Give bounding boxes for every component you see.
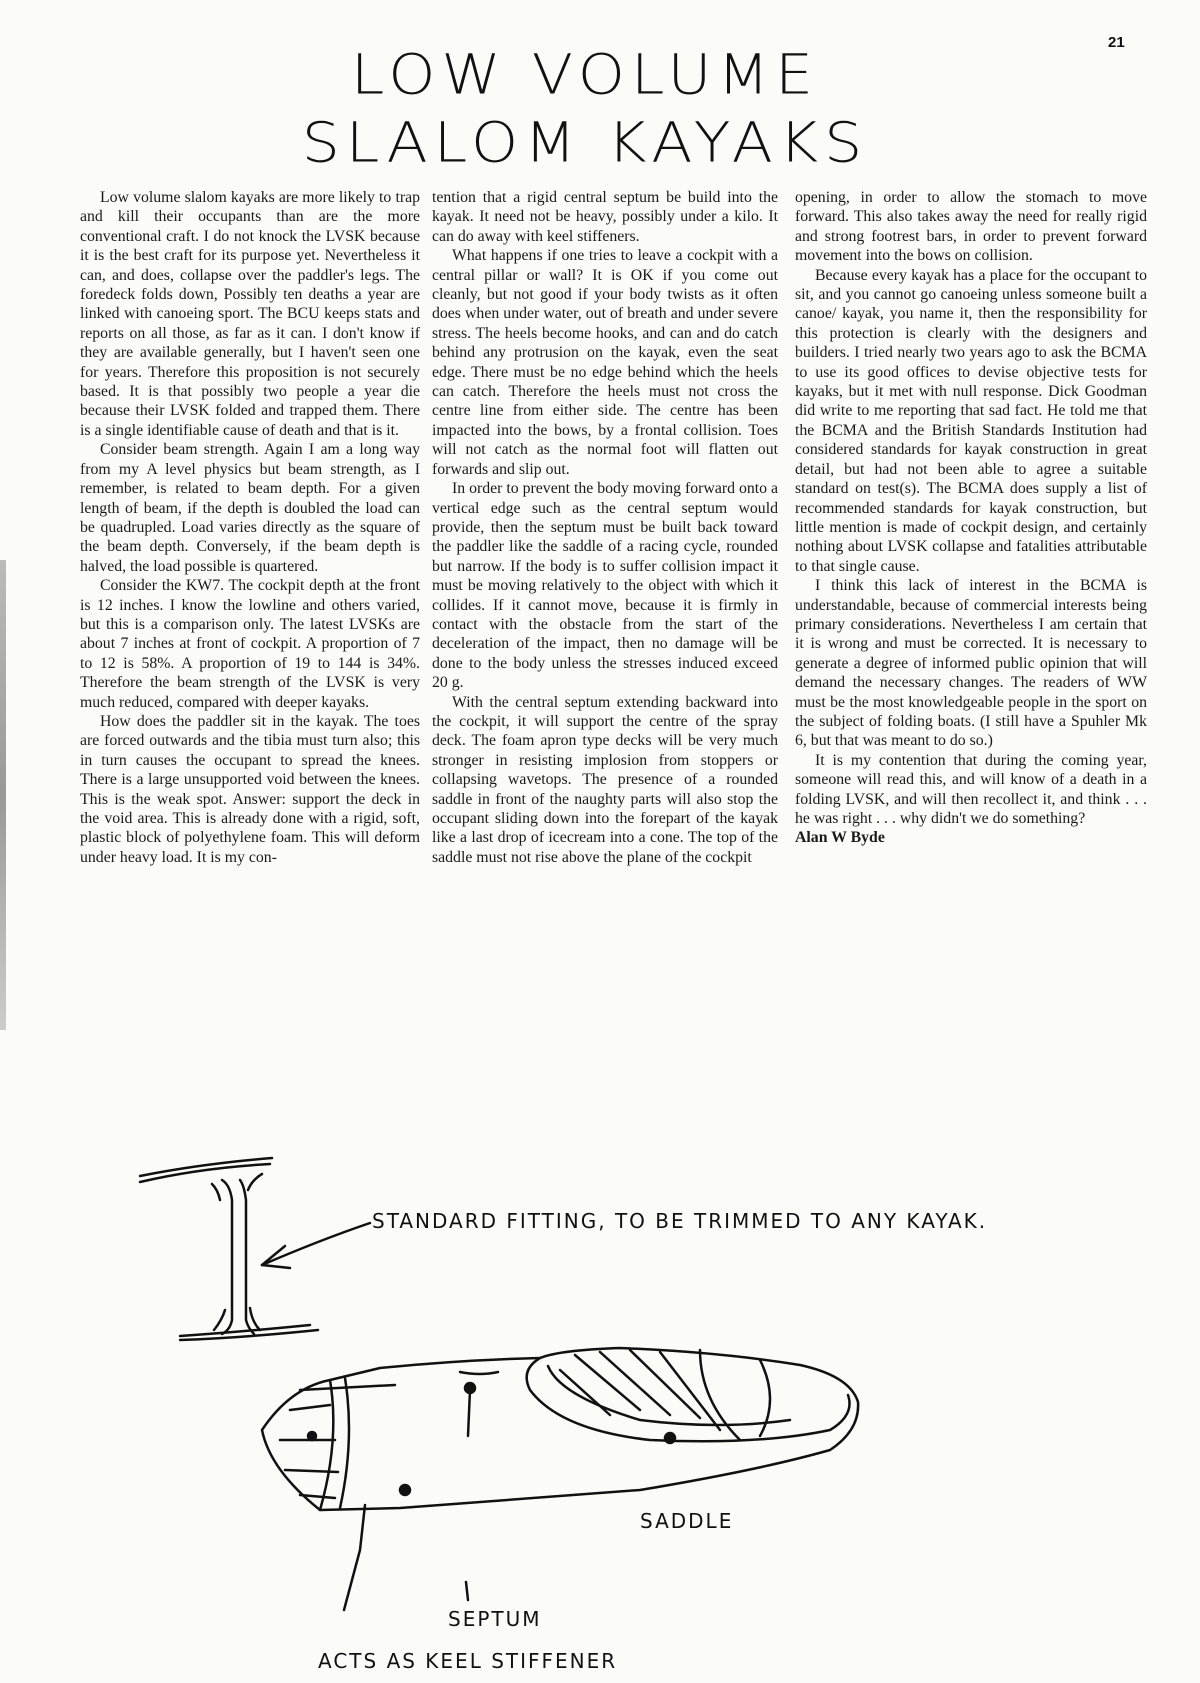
text-column-3	[795, 188, 1147, 848]
keel-leader-line	[344, 1505, 365, 1610]
text-column-2	[432, 188, 778, 867]
paragraph: opening, in order to allow the stomach to move forward. This also takes away the need for really rigid and strong footrest bars, in order to prevent forward movement into the bows on collision.	[795, 189, 1147, 265]
scan-edge-shadow	[0, 560, 6, 1030]
paragraph: It is my contention that during the coming year, someone will read this, and will know of a death in a folding LVSK, and will then recollect it, and think . . . he was right . . . why didn't we do something?	[795, 751, 1147, 827]
text-column-1	[80, 188, 420, 867]
hand-drawn-sketch	[0, 1140, 1200, 1678]
paragraph: Because every kayak has a place for the occupant to sit, and you cannot go canoeing unless someone built a canoe/ kayak, you name it, then the responsibility for this protection is clearly with the designers and builders. I tried nearly two years ago to ask the BCMA to use its good offices to devise objective tests for kayaks, but it met with null response. Dick Goodman did write to me reporting that sad fact. He told me that the BCMA and the British Standards Institution had considered standards for kayak construction in great detail, but had not been able to agree a suitable standard on test(s). The BCMA does supply a list of recommended standards for kayak construction, but little mention is made of cockpit design, and certainly nothing about LVSK collapse and fatalities attributable to that single cause.	[795, 266, 1147, 575]
title-line-2: SLALOM KAYAKS	[301, 110, 869, 176]
page-number: 21	[1108, 34, 1125, 51]
paragraph: tention that a rigid central septum be build into the kayak. It need not be heavy, possibly under a kilo. It can do away with keel stiffeners.	[432, 189, 778, 245]
septum-label: SEPTUM	[448, 1607, 542, 1631]
article-title	[240, 42, 930, 176]
fitting-arrow	[262, 1223, 370, 1268]
author-byline: Alan W Byde	[795, 829, 885, 847]
saddle-label: SADDLE	[640, 1509, 734, 1533]
paragraph: Consider the KW7. The cockpit depth at the front is 12 inches. I know the lowline and others varied, but this is a comparison only. The latest LVSKs are about 7 inches at front of cockpit. A proportion of 7 to 12 is 58%. A proportion of 19 to 144 is 34%. Therefore the beam strength of the LVSK is very much reduced, compared with deeper kayaks.	[80, 577, 420, 711]
paragraph: Low volume slalom kayaks are more likely to trap and kill their occupants than are the more conventional craft. I do not knock the LVSK because it is the best craft for its purpose yet. Nevertheless it can, and does, collapse over the paddler's legs. The foredeck folds down, Possibly ten deaths a year are linked with canoeing sport. The BCU keeps stats and reports on all those, as far as it can. I don't know if they are available generally, but I haven't seen one for years. Therefore this proposition is not securely based. It is that possibly two people a year die because their LVSK folded and trapped them. There is a single identifiable cause of death and that is it.	[80, 189, 420, 439]
paragraph: What happens if one tries to leave a cockpit with a central pillar or wall? It is OK if you come out cleanly, but not good if your body twists as it often does when under water, out of breath and under severe stress. The heels become hooks, and can and do catch behind any protrusion on the kayak, even the seat edge. There must be no edge behind which the heels can catch. Therefore the heels must not cross the centre line from either side. The centre has been impacted into the bows, by a frontal collision. Toes will not catch as the normal foot will flatten out forwards and slip out.	[432, 247, 778, 478]
paragraph: In order to prevent the body moving forward onto a vertical edge such as the central septum would provide, then the septum must be built back toward the paddler like the saddle of a racing cycle, rounded but narrow. If the body is to suffer collision impact it must be moving relatively to the object with which it collides. If it cannot move, because it is firmly in contact with the obstacle from the start of the deceleration of the impact, then no damage will be done to the body unless the stresses induced exceed 20 g.	[432, 480, 778, 692]
paragraph: I think this lack of interest in the BCMA is understandable, because of commercial interests being primary considerations. Nevertheless I am certain that it is wrong and must be corrected. It is necessary to generate a degree of informed public opinion that will demand the necessary changes. The readers of WW must be the most knowledgeable people in the sport on the subject of folding boats. (I still have a Spuhler Mk 6, but that was meant to do so.)	[795, 577, 1147, 750]
fitting-label: STANDARD FITTING, TO BE TRIMMED TO ANY KAYAK.	[372, 1209, 988, 1233]
sketch-drawing	[0, 1140, 1200, 1678]
septum-fitting-drawing	[140, 1158, 318, 1340]
paragraph: With the central septum extending backward into the cockpit, it will support the centre of the spray deck. The foam apron type decks will be very much stronger in resisting implosion from stoppers or collapsing wavetops. The presence of a rounded saddle in front of the naughty parts will also stop the occupant sliding down into the forepart of the kayak like a last drop of icecream into a cone. The top of the saddle must not rise above the plane of the cockpit	[432, 693, 778, 866]
title-line-1: LOW VOLUME	[350, 42, 820, 108]
keel-stiffener-label: ACTS AS KEEL STIFFENER	[318, 1649, 618, 1673]
paragraph: How does the paddler sit in the kayak. The toes are forced outwards and the tibia must turn also; this in turn causes the occupant to spread the knees. There is a large unsupported void between the knees. This is the weak spot. Answer: support the deck in the void area. This is already done with a rigid, soft, plastic block of polyethylene foam. This will deform under heavy load. It is my con-	[80, 712, 420, 866]
kayak-drawing	[262, 1348, 858, 1510]
paragraph: Consider beam strength. Again I am a long way from my A level physics but beam strength, as I remember, is related to beam depth. For a given length of beam, if the depth is doubled the load can be quadrupled. Load varies directly as the square of the beam depth. Conversely, if the beam depth is halved, the load possible is quartered.	[80, 441, 420, 575]
septum-leader-line	[466, 1582, 468, 1600]
